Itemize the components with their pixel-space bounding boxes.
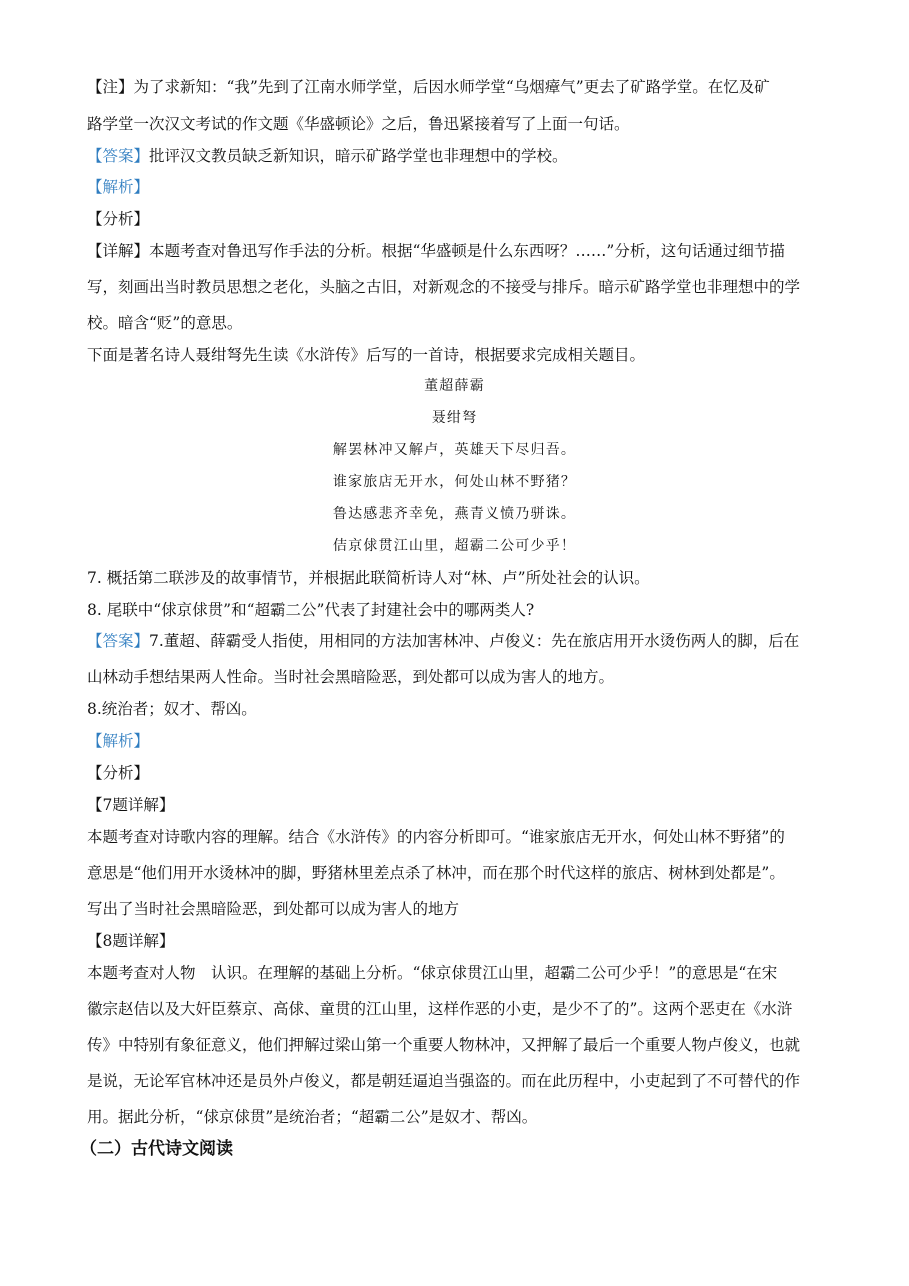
poem-title: 董超薛霸 [424, 378, 485, 394]
q7-detail-line-2: 意思是“他们用开水烫林冲的脚，野猪林里差点杀了林冲，而在那个时代这样的旅店、树林到处都是”。 [87, 864, 785, 882]
poem-verse-4: 佶京俅贯江山里，超霸二公可少乎！ [332, 538, 577, 554]
detail-line-2: 写，刻画出当时教员思想之老化，头脑之古旧，对新观念的不接受与排斥。暗示矿路学堂也非理想中的学 [87, 278, 801, 296]
answer-tag: 【答案】 [87, 147, 150, 165]
analysis2-tag: 【解析】 [87, 732, 150, 750]
answer-text: 批评汉文教员缺乏新知识，暗示矿路学堂也非理想中的学校。 [149, 147, 568, 165]
analysis-tag: 【解析】 [87, 178, 150, 196]
poem-author: 聂绀弩 [431, 410, 478, 426]
question-8: 8. 尾联中“俅京俅贯”和“超霸二公”代表了封建社会中的哪两类人? [87, 601, 535, 619]
note-line-1: 【注】为了求新知：“我”先到了江南水师学堂，后因水师学堂“乌烟瘴气”更去了矿路学堂。在忆及矿 [87, 78, 770, 96]
section-heading: （二）古代诗文阅读 [80, 1139, 233, 1159]
poem-intro: 下面是著名诗人聂绀弩先生读《水浒传》后写的一首诗，根据要求完成相关题目。 [87, 346, 646, 364]
detail-line-3: 校。暗含“贬”的意思。 [87, 314, 243, 332]
q8-detail-tag: 【8题详解】 [87, 932, 175, 950]
detail-line-1: 【详解】本题考查对鲁迅写作手法的分析。根据“华盛顿是什么东西呀？……”分析，这句话通过细节描 [87, 242, 785, 260]
q7-detail-line-3: 写出了当时社会黑暗险恶，到处都可以成为害人的地方 [87, 900, 460, 918]
answer2-line-3: 8.统治者；奴才、帮凶。 [87, 700, 257, 718]
q8-detail-line-1: 本题考查对人物 认识。在理解的基础上分析。“俅京俅贯江山里，超霸二公可少乎！”的意思是“在宋 [87, 964, 778, 982]
question-7: 7. 概括第二联涉及的故事情节，并根据此联简析诗人对“林、卢”所处社会的认识。 [87, 569, 650, 587]
q8-detail-line-3: 传》中特别有象征意义，他们押解过梁山第一个重要人物林冲，又押解了最后一个重要人物卢俊义，也就 [87, 1036, 801, 1054]
q8-detail-line-4: 是说，无论军官林冲还是员外卢俊义，都是朝廷逼迫当强盗的。而在此历程中，小吏起到了不可替代的作 [87, 1072, 801, 1090]
q7-detail-line-1: 本题考查对诗歌内容的理解。结合《水浒传》的内容分析即可。“谁家旅店无开水，何处山林不野猪”的 [87, 828, 785, 846]
fenxi-tag: 【分析】 [87, 210, 150, 228]
answer-line-1 [0, 146, 909, 166]
poem-verse-2: 谁家旅店无开水，何处山林不野猪？ [332, 474, 577, 490]
answer2-tag: 【答案】 [87, 632, 150, 650]
poem-verse-1: 解罢林冲又解卢，英雄天下尽归吾。 [332, 442, 577, 458]
q8-detail-line-5: 用。据此分析，“俅京俅贯”是统治者；“超霸二公”是奴才、帮凶。 [87, 1108, 538, 1126]
fenxi2-tag: 【分析】 [87, 764, 150, 782]
answer2-line-2: 山林动手想结果两人性命。当时社会黑暗险恶，到处都可以成为害人的地方。 [87, 668, 615, 686]
answer2-line-1 [0, 631, 909, 651]
q8-detail-line-2: 徽宗赵佶以及大奸臣蔡京、高俅、童贯的江山里，这样作恶的小吏，是少不了的”。这两个恶吏在《水浒 [87, 1000, 793, 1018]
note-line-2: 路学堂一次汉文考试的作文题《华盛顿论》之后，鲁迅紧接着写了上面一句话。 [87, 115, 630, 133]
q7-detail-tag: 【7题详解】 [87, 796, 175, 814]
answer2-text: 7.董超、薛霸受人指使，用相同的方法加害林冲、卢俊义：先在旅店用开水烫伤两人的脚，后在 [149, 632, 800, 650]
poem-verse-3: 鲁达感悲齐幸免，燕青义愤乃骈诛。 [332, 506, 577, 522]
